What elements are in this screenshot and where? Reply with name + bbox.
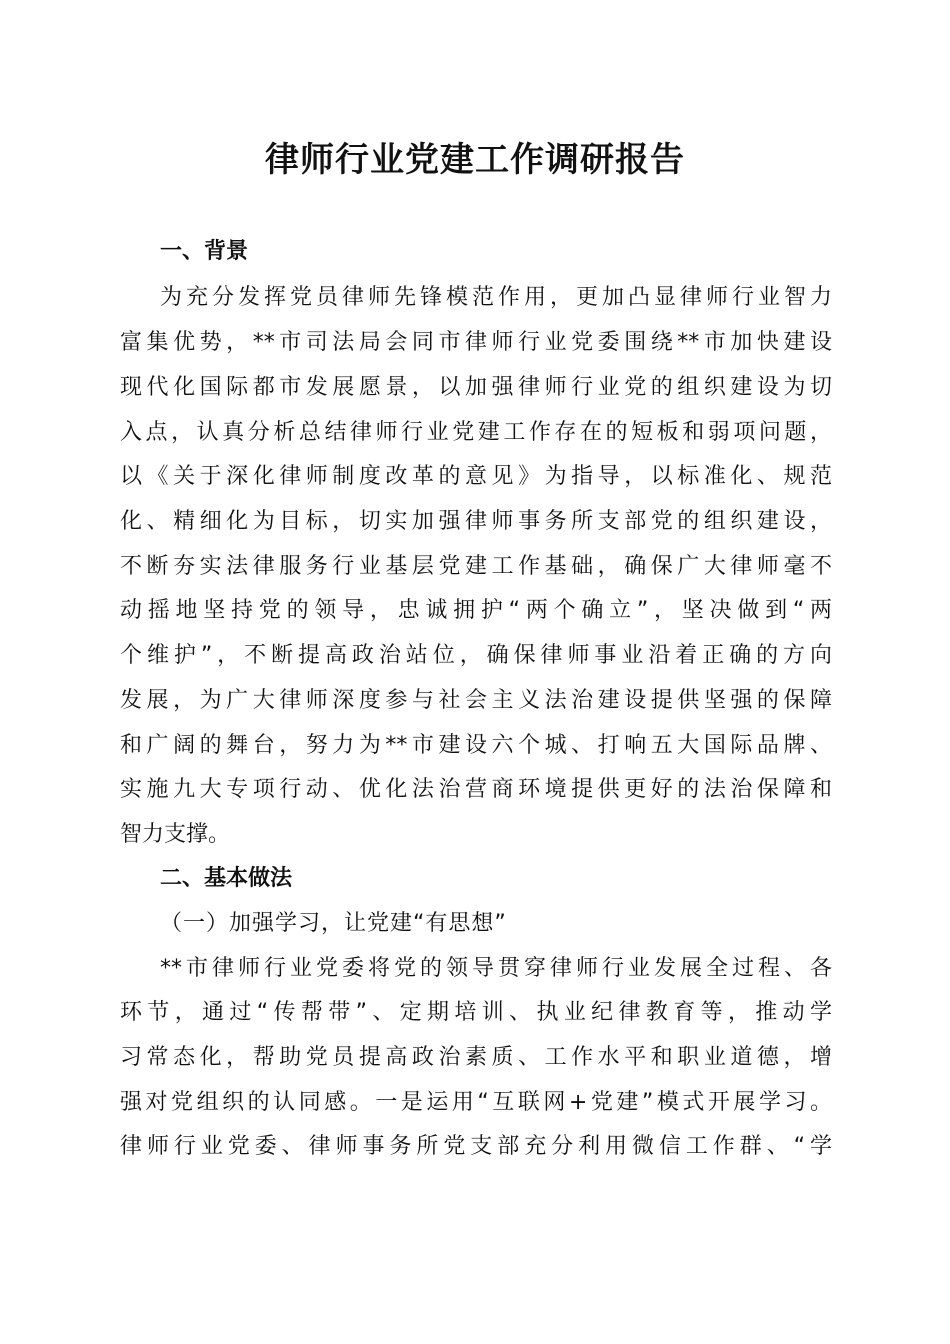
paragraph-line: 化、精细化为目标，切实加强律师事务所支部党的组织建设， <box>120 509 832 534</box>
section-heading-basic-practice: 二、基本做法 <box>160 866 293 891</box>
document-title: 律师行业党建工作调研报告 <box>265 140 685 180</box>
paragraph-line: 律师行业党委、律师事务所党支部充分利用微信工作群、“学 <box>120 1134 832 1159</box>
paragraph-line: 为充分发挥党员律师先锋模范作用，更加凸显律师行业智力 <box>160 285 832 310</box>
paragraph-line: 入点，认真分析总结律师行业党建工作存在的短板和弱项问题， <box>120 420 832 445</box>
paragraph-line: 强对党组织的认同感。一是运用“互联网+党建”模式开展学习。 <box>120 1090 832 1115</box>
section-heading-background: 一、背景 <box>160 239 249 264</box>
paragraph-line: 不断夯实法律服务行业基层党建工作基础，确保广大律师毫不 <box>120 554 832 579</box>
paragraph-line: 智力支撑。 <box>120 822 231 847</box>
paragraph-line: **市律师行业党委将党的领导贯穿律师行业发展全过程、各 <box>160 956 832 981</box>
paragraph-line: 和广阔的舞台，努力为**市建设六个城、打响五大国际品牌、 <box>120 733 832 758</box>
paragraph-line: 个维护”，不断提高政治站位，确保律师事业沿着正确的方向 <box>120 643 832 668</box>
paragraph-line: 现代化国际都市发展愿景，以加强律师行业党的组织建设为切 <box>120 375 832 400</box>
paragraph-line: 环节，通过“传帮带”、定期培训、执业纪律教育等，推动学 <box>120 1000 832 1025</box>
paragraph-line: 以《关于深化律师制度改革的意见》为指导，以标准化、规范 <box>120 464 832 489</box>
paragraph-line: 动摇地坚持党的领导，忠诚拥护“两个确立”，坚决做到“两 <box>120 598 832 623</box>
paragraph-line: 习常态化，帮助党员提高政治素质、工作水平和职业道德，增 <box>120 1045 832 1070</box>
paragraph-line: 发展，为广大律师深度参与社会主义法治建设提供坚强的保障 <box>120 688 832 713</box>
subsection-heading: （一）加强学习，让党建“有思想” <box>160 911 507 936</box>
paragraph-line: 富集优势，**市司法局会同市律师行业党委围绕**市加快建设 <box>120 330 832 355</box>
paragraph-line: 实施九大专项行动、优化法治营商环境提供更好的法治保障和 <box>120 777 832 802</box>
